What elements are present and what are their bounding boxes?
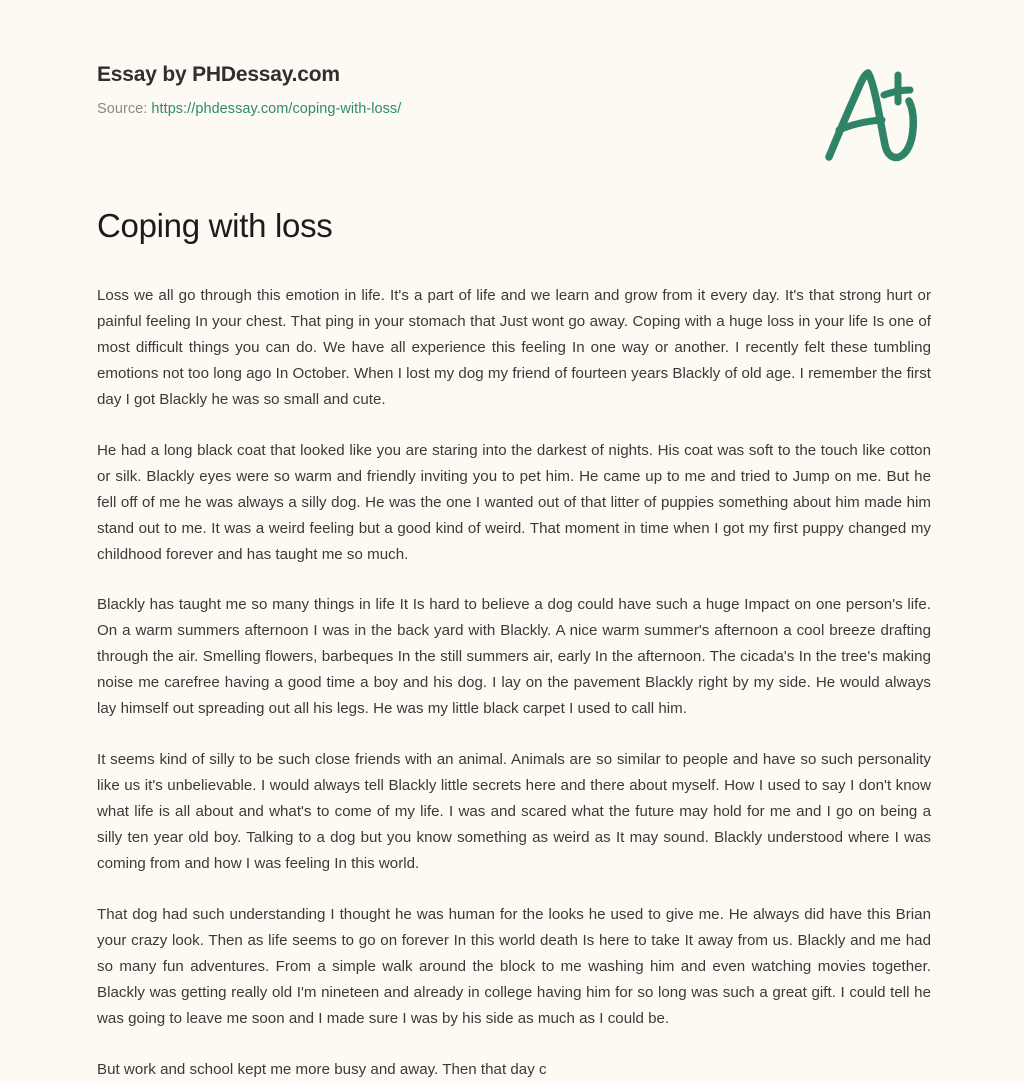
paragraph: He had a long black coat that looked like you are staring into the darkest of nights. His coat was soft to the touch like cotton or silk. Blackly eyes were so warm and friendly inviting you to pet him. He came up to me and tried to Jump on me. But he fell off of me he was always a silly dog. He was the one I wanted out of that litter of puppies something about him made him stand out to me. It was a weird feeling but a good kind of weird. That moment in time when I got my first puppy changed my childhood forever and has taught me so much. bbox=[97, 441, 931, 563]
page-header bbox=[0, 0, 1024, 190]
source-line bbox=[97, 101, 737, 117]
a-plus-logo bbox=[812, 55, 932, 175]
a-plus-logo-icon bbox=[812, 55, 932, 175]
paragraph-truncated: But work and school kept me more busy and away. Then that day c bbox=[97, 1060, 547, 1078]
paragraph: Loss we all go through this emotion in life. It's a part of life and we learn and grow from it every day. It's that strong hurt or painful feeling In your chest. That ping in your stomach that Just wont go away. Coping with a huge loss in your life Is one of most difficult things you can do. We have all experience this feeling In one way or another. I recently felt these tumbling emotions not too long ago In October. When I lost my dog my friend of fourteen years Blackly of old age. I remember the first day I got Blackly he was so small and cute. bbox=[97, 286, 931, 408]
brand-title: Essay by PHDessay.com bbox=[97, 63, 340, 86]
paragraph: That dog had such understanding I thought he was human for the looks he used to give me. He always did have this Brian your crazy look. Then as life seems to go on forever In this world death Is here to take It away from us. Blackly and me had so many fun adventures. From a simple walk around the block to me washing him and even watching movies together. Blackly was getting really old I'm nineteen and already in college having him for so long was such a great gift. I could tell he was going to leave me soon and I made sure I was by his side as much as I could be. bbox=[97, 906, 931, 1027]
paragraph: It seems kind of silly to be such close friends with an animal. Animals are so similar to people and have so such personality like us it's unbelievable. I would always tell Blackly little secrets here and there about myself. How I used to say I don't know what life is all about and what's to come of my life. I was and scared what the future may hold for me and I go on being a silly ten year old boy. Talking to a dog but you know something as weird as It may sound. Blackly understood where I was coming from and how I was feeling In this world. bbox=[97, 751, 931, 873]
source-url-link[interactable]: https://phdessay.com/coping-with-loss/ bbox=[151, 101, 402, 118]
article-body bbox=[97, 207, 931, 1083]
paragraph: Blackly has taught me so many things in life It Is hard to believe a dog could have such a huge Impact on one person's life. On a warm summers afternoon I was in the back yard with Blackly. A nice warm summer's afternoon a cool breeze drafting through the air. Smelling flowers, barbeques In the still summers air, early In the afternoon. The cicada's In the tree's making noise me carefree having a good time a boy and his dog. I lay on the pavement Blackly right by my side. He would always lay himself out spreading out all his legs. He was my little black carpet I used to call him. bbox=[97, 596, 931, 718]
brand-block bbox=[97, 62, 737, 117]
page-title: Coping with loss bbox=[97, 207, 333, 244]
source-label: Source: bbox=[97, 101, 148, 118]
